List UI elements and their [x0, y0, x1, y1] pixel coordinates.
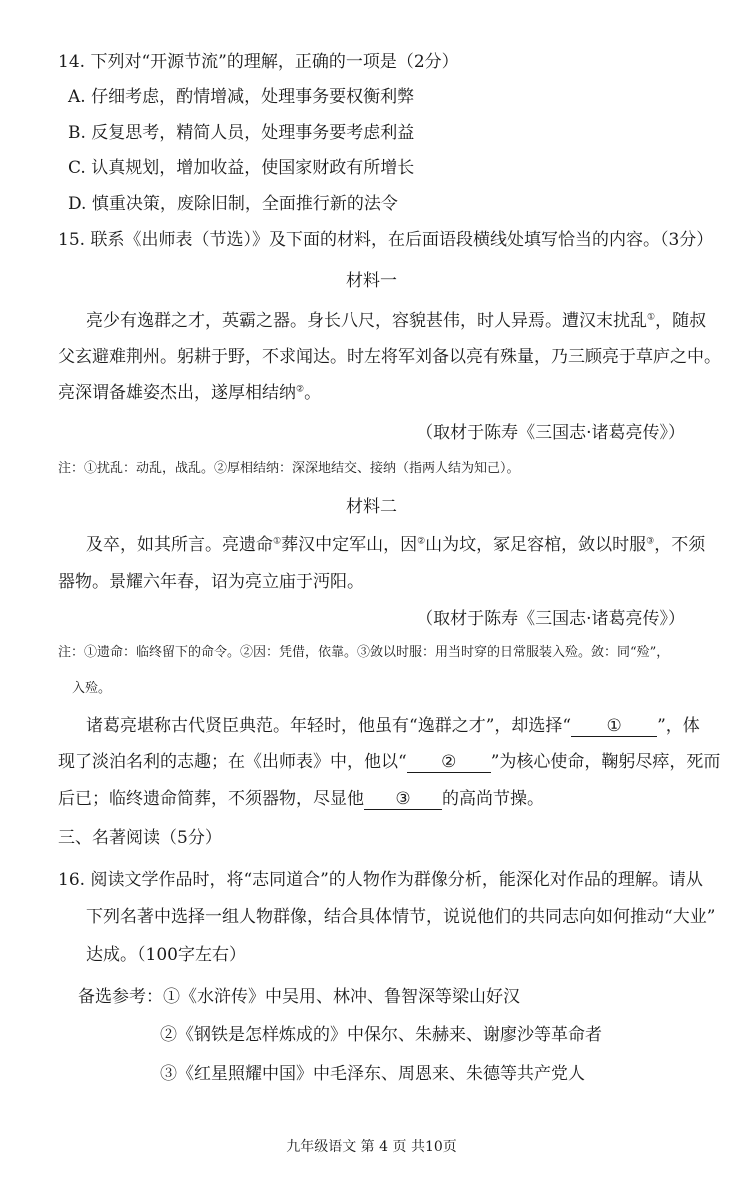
material2-line-1-d: ，不须: [654, 535, 706, 555]
material2-line-1-a: 及卒，如其所言。亮遗命: [86, 535, 273, 555]
material1-line-2: 父玄避难荆州。躬耕于野，不求闻达。时左将军刘备以亮有殊量，乃三顾亮于草庐之中。: [58, 347, 721, 367]
passage-line-2-b: ”为核心使命，鞠躬尽瘁，死而: [490, 752, 721, 772]
q15-stem: 15. 联系《出师表（节选）》及下面的材料，在后面语段横线处填写恰当的内容。（3分）: [58, 230, 714, 250]
q14-stem: 14. 下列对“开源节流”的理解，正确的一项是（2分）: [58, 52, 459, 72]
material2-source: （取材于陈寿《三国志·诸葛亮传》）: [416, 609, 685, 629]
footnote-mark: ①: [273, 536, 282, 547]
material2-note-2: 入殓。: [72, 681, 112, 696]
material2-line-2: 器物。景耀六年春，诏为亮立庙于沔阳。: [58, 572, 364, 592]
material1-line-1: [86, 310, 706, 332]
material2-title: 材料二: [346, 497, 397, 517]
material2-line-1: [86, 534, 705, 556]
material1-title: 材料一: [346, 271, 397, 291]
blank-3[interactable]: ③: [364, 789, 442, 810]
footnote-mark: ②: [296, 384, 305, 395]
passage-line-3: [58, 788, 544, 810]
passage-line-1-a: 诸葛亮堪称古代贤臣典范。年轻时，他虽有“逸群之才”，却选择“: [86, 716, 572, 736]
q16-reference-3: ③《红星照耀中国》中毛泽东、周恩来、朱德等共产党人: [160, 1064, 585, 1084]
passage-line-1-b: ”，体: [657, 716, 700, 736]
q14-option-c: C. 认真规划，增加收益，使国家财政有所增长: [68, 158, 415, 178]
material1-line-3: [58, 382, 321, 404]
q14-option-b: B. 反复思考，精简人员，处理事务要考虑利益: [68, 123, 415, 143]
blank-1[interactable]: ①: [571, 716, 657, 737]
q16-reference-2: ②《钢铁是怎样炼成的》中保尔、朱赫来、谢廖沙等革命者: [160, 1025, 602, 1045]
q14-option-d: D. 慎重决策，废除旧制，全面推行新的法令: [68, 194, 398, 214]
footnote-mark: ①: [647, 312, 656, 323]
q16-reference-label: 备选参考：: [78, 987, 163, 1007]
q16-ref-1: ①《水浒传》中吴用、林冲、鲁智深等梁山好汉: [163, 987, 520, 1007]
material1-line-1-tail: ，随叔: [655, 311, 707, 331]
material2-line-1-b: 葬汉中定军山，因: [281, 535, 418, 555]
material1-note: 注：①扰乱：动乱，战乱。②厚相结纳：深深地结交、接纳（指两人结为知己）。: [58, 461, 520, 476]
q16-line-3: 达成。（100字左右）: [86, 945, 246, 965]
footnote-mark: ②: [417, 536, 426, 547]
section-3-heading: 三、名著阅读（5分）: [58, 828, 222, 848]
passage-line-3-a: 后已；临终遗命简葬，不须器物，尽显他: [58, 789, 364, 809]
material1-line-3-tail: 。: [304, 383, 322, 403]
passage-line-2: [58, 751, 720, 773]
material1-source: （取材于陈寿《三国志·诸葛亮传》）: [416, 423, 685, 443]
footnote-mark: ③: [646, 536, 655, 547]
passage-line-1: [86, 715, 700, 737]
page-footer: 九年级语文 第 4 页 共10页: [286, 1139, 457, 1155]
material1-line-3-text: 亮深谓备雄姿杰出，遂厚相结纳: [58, 383, 296, 403]
material2-note-1: 注：①遗命：临终留下的命令。②因：凭借，依靠。③敛以时服：用当时穿的日常服装入殓。敛：同“殓”，: [58, 645, 670, 660]
passage-line-3-b: 的高尚节操。: [442, 789, 544, 809]
material2-line-1-c: 山为坟，冢足容棺，敛以时服: [425, 535, 647, 555]
q14-option-a: A. 仔细考虑，酌情增减，处理事务要权衡利弊: [68, 87, 415, 107]
blank-2[interactable]: ②: [407, 752, 491, 773]
q16-reference-1: [78, 986, 520, 1008]
q16-line-1: 16. 阅读文学作品时，将“志同道合”的人物作为群像分析，能深化对作品的理解。请从: [58, 870, 703, 890]
passage-line-2-a: 现了淡泊名利的志趣；在《出师表》中，他以“: [58, 752, 407, 772]
material1-line-1-text: 亮少有逸群之才，英霸之器。身长八尺，容貌甚伟，时人异焉。遭汉末扰乱: [86, 311, 647, 331]
q16-line-2: 下列名著中选择一组人物群像，结合具体情节，说说他们的共同志向如何推动“大业”: [86, 907, 716, 927]
